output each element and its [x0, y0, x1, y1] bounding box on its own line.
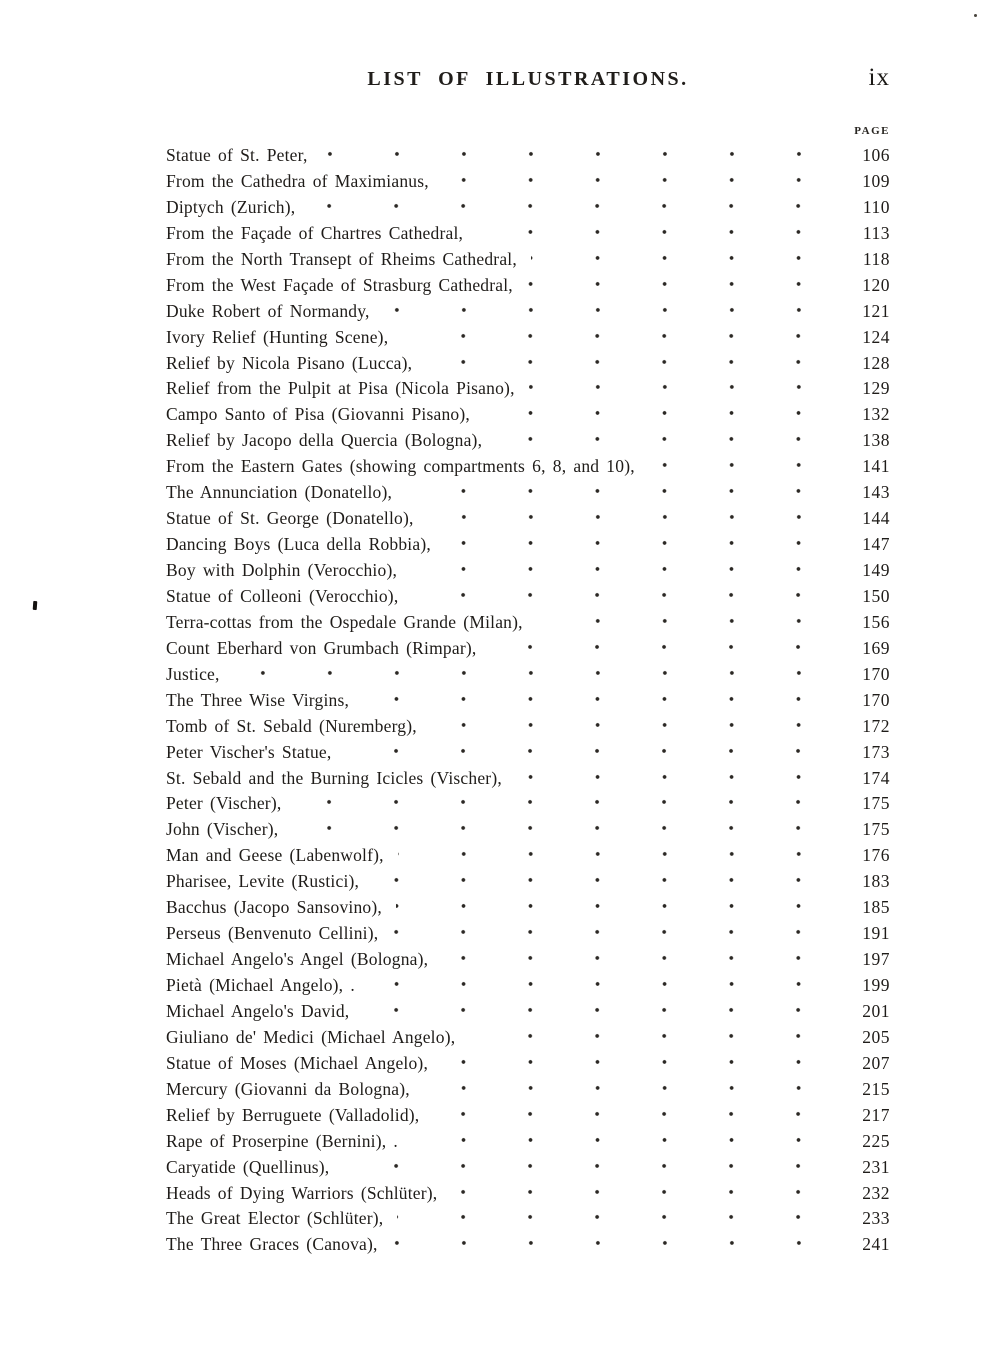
page-column-label: PAGE — [854, 125, 890, 137]
dot-leader — [442, 1053, 834, 1079]
dot-leader — [428, 508, 834, 534]
dot-leader — [445, 534, 834, 560]
page-number: 149 — [862, 560, 890, 580]
illustration-title: Duke Robert of Normandy, — [166, 300, 370, 321]
list-item — [166, 768, 890, 794]
list-item — [166, 690, 890, 716]
list-item — [166, 197, 890, 223]
page-header — [166, 64, 890, 104]
page-number: 199 — [862, 975, 890, 995]
dot-leader — [516, 768, 834, 794]
illustration-title: Relief by Nicola Pisano (Lucca), — [166, 352, 413, 373]
page-number: 106 — [862, 145, 890, 165]
page-number: 173 — [862, 741, 890, 762]
scan-speck — [33, 601, 38, 610]
illustration-title: From the West Façade of Strasburg Cathedral, — [166, 274, 513, 295]
page-number: 156 — [862, 611, 890, 632]
list-item — [166, 586, 890, 612]
illustration-title: From the North Transept of Rheims Cathedral, — [166, 248, 517, 269]
list-item — [166, 1079, 890, 1105]
list-item — [166, 897, 890, 923]
illustration-title: St. Sebald and the Burning Icicles (Vischer), — [166, 767, 502, 788]
dot-leader — [384, 301, 834, 327]
page-number: 138 — [862, 430, 890, 451]
dot-leader — [451, 1183, 834, 1209]
dot-leader — [496, 430, 834, 456]
illustration-title: Bacchus (Jacopo Sansovino), — [166, 897, 382, 918]
list-item — [166, 249, 890, 275]
dot-leader — [402, 327, 834, 353]
illustration-title: The Three Graces (Canova), — [166, 1234, 378, 1255]
page-number: 232 — [862, 1182, 890, 1203]
list-item — [166, 223, 890, 249]
dot-leader — [396, 897, 834, 923]
dot-leader — [322, 145, 834, 171]
dot-leader — [392, 1234, 834, 1260]
page-number: 215 — [862, 1078, 890, 1099]
illustration-title: The Great Elector (Schlüter), — [166, 1208, 384, 1229]
illustration-title: Peter (Vischer), — [166, 793, 282, 814]
page-number: 207 — [862, 1052, 890, 1073]
dot-leader — [424, 1079, 834, 1105]
illustration-title: Ivory Relief (Hunting Scene), — [166, 326, 389, 347]
dot-leader — [234, 664, 834, 690]
illustration-title: Perseus (Benvenuto Cellini), — [166, 923, 379, 944]
page-number: 129 — [862, 378, 890, 399]
illustration-title: Pharisee, Levite (Rustici), — [166, 871, 360, 892]
page-number: 150 — [862, 585, 890, 606]
list-item — [166, 612, 890, 638]
illustration-title: From the Façade of Chartres Cathedral, — [166, 222, 464, 243]
page-number: 169 — [862, 637, 890, 658]
illustration-title: From the Cathedra of Maximianus, — [166, 170, 429, 191]
list-item — [166, 638, 890, 664]
list-item — [166, 1157, 890, 1183]
list-item — [166, 482, 890, 508]
dot-leader — [363, 690, 834, 716]
page-number: 121 — [862, 300, 890, 321]
dot-leader — [484, 404, 834, 430]
page-number: 176 — [862, 845, 890, 866]
list-item — [166, 560, 890, 586]
page-number: 141 — [862, 456, 890, 477]
dot-leader — [443, 171, 834, 197]
dot-leader — [292, 819, 834, 845]
illustration-title: Statue of St. George (Donatello), — [166, 508, 414, 529]
dot-leader — [397, 1208, 834, 1234]
list-item — [166, 534, 890, 560]
page-number: 147 — [862, 534, 890, 555]
dot-leader — [527, 275, 834, 301]
illustrations-list — [166, 145, 890, 1260]
dot-leader — [531, 249, 834, 275]
dot-leader — [649, 456, 834, 482]
illustration-title: Caryatide (Quellinus), — [166, 1156, 330, 1177]
dot-leader — [442, 949, 834, 975]
illustration-title: Terra-cottas from the Ospedale Grande (Milan), — [166, 611, 523, 632]
list-item — [166, 275, 890, 301]
dot-leader — [426, 353, 834, 379]
list-item — [166, 1027, 890, 1053]
list-item — [166, 845, 890, 871]
dot-leader — [363, 1001, 834, 1027]
page-number: 110 — [862, 196, 890, 217]
list-item — [166, 1234, 890, 1260]
folio-page-number: ix — [868, 64, 890, 91]
list-item — [166, 430, 890, 456]
dot-leader — [411, 560, 834, 586]
illustration-title: From the Eastern Gates (showing compartments 6, 8, and 10), — [166, 456, 635, 477]
list-item — [166, 819, 890, 845]
illustration-title: Giuliano de' Medici (Michael Angelo), — [166, 1026, 456, 1047]
dot-leader — [295, 793, 834, 819]
dot-leader — [431, 716, 834, 742]
illustration-title: Count Eberhard von Grumbach (Rimpar), — [166, 637, 477, 658]
list-item — [166, 1053, 890, 1079]
list-item — [166, 301, 890, 327]
list-item — [166, 327, 890, 353]
list-item — [166, 404, 890, 430]
page-number: 124 — [862, 326, 890, 347]
illustration-title: Campo Santo of Pisa (Giovanni Pisano), — [166, 404, 470, 425]
dot-leader — [369, 975, 834, 1001]
illustration-title: Michael Angelo's Angel (Bologna), — [166, 949, 429, 970]
illustration-title: Dancing Boys (Luca della Robbia), — [166, 534, 431, 555]
dot-leader — [309, 197, 834, 223]
illustration-title: Diptych (Zurich), — [166, 196, 296, 217]
list-item — [166, 1131, 890, 1157]
list-item — [166, 923, 890, 949]
dot-leader — [412, 586, 834, 612]
illustration-title: Michael Angelo's David, — [166, 1000, 350, 1021]
page-number: 205 — [862, 1026, 890, 1047]
page-number: 201 — [862, 1000, 890, 1021]
dot-leader — [392, 923, 834, 949]
dot-leader — [469, 1027, 834, 1053]
illustration-title: Mercury (Giovanni da Bologna), — [166, 1078, 410, 1099]
illustration-title: Statue of St. Peter, — [166, 145, 308, 165]
page-number: 113 — [862, 222, 890, 243]
dot-leader — [490, 638, 834, 664]
illustration-title: Pietà (Michael Angelo), . — [166, 975, 355, 995]
page-number: 217 — [862, 1104, 890, 1125]
page-title: LIST OF ILLUSTRATIONS. — [367, 68, 689, 90]
dot-leader — [345, 742, 834, 768]
page-number: 143 — [862, 482, 890, 503]
page-number: 128 — [862, 352, 890, 373]
list-item — [166, 353, 890, 379]
list-item — [166, 949, 890, 975]
illustration-title: The Three Wise Virgins, — [166, 689, 350, 710]
page-number: 174 — [862, 767, 890, 788]
page-number: 118 — [862, 248, 890, 269]
list-item — [166, 456, 890, 482]
list-item — [166, 664, 890, 690]
list-item — [166, 975, 890, 1001]
illustration-title: The Annunciation (Donatello), — [166, 482, 393, 503]
illustration-title: Statue of Moses (Michael Angelo), — [166, 1052, 429, 1073]
list-item — [166, 1208, 890, 1234]
page-number: 170 — [862, 663, 890, 684]
list-item — [166, 145, 890, 171]
illustration-title: Heads of Dying Warriors (Schlüter), — [166, 1182, 438, 1203]
list-item — [166, 1183, 890, 1209]
page-number: 144 — [862, 508, 890, 529]
illustration-title: Man and Geese (Labenwolf), — [166, 845, 384, 866]
dot-leader — [412, 1131, 834, 1157]
page-number: 185 — [862, 897, 890, 918]
illustration-title: Rape of Proserpine (Bernini), . — [166, 1130, 398, 1151]
dot-leader — [343, 1157, 834, 1183]
page-number: 233 — [862, 1208, 890, 1229]
page-number: 191 — [862, 923, 890, 944]
scan-speck — [974, 14, 977, 17]
page-number: 109 — [862, 170, 890, 191]
page-number: 183 — [862, 871, 890, 892]
dot-leader — [398, 845, 834, 871]
dot-leader — [477, 223, 834, 249]
page-number: 175 — [862, 819, 890, 840]
list-item — [166, 716, 890, 742]
text-block — [166, 64, 890, 1260]
illustration-title: Statue of Colleoni (Verocchio), — [166, 585, 399, 606]
illustration-title: Relief from the Pulpit at Pisa (Nicola Pisano), — [166, 378, 515, 399]
illustration-title: Relief by Jacopo della Quercia (Bologna), — [166, 430, 483, 451]
page-number: 197 — [862, 949, 890, 970]
page-number: 132 — [862, 404, 890, 425]
list-item — [166, 1105, 890, 1131]
illustration-title: John (Vischer), — [166, 819, 279, 840]
page-number: 172 — [862, 715, 890, 736]
list-item — [166, 378, 890, 404]
illustration-title: Peter Vischer's Statue, — [166, 741, 332, 762]
page-number: 120 — [862, 274, 890, 295]
page-number: 175 — [862, 793, 890, 814]
list-item — [166, 742, 890, 768]
page-number: 231 — [862, 1156, 890, 1177]
list-item — [166, 171, 890, 197]
illustration-title: Boy with Dolphin (Verocchio), — [166, 560, 398, 580]
list-item — [166, 871, 890, 897]
dot-leader — [373, 871, 834, 897]
page-number: 170 — [862, 689, 890, 710]
dot-leader — [537, 612, 834, 638]
illustration-title: Tomb of St. Sebald (Nuremberg), — [166, 715, 417, 736]
list-item — [166, 793, 890, 819]
dot-leader — [406, 482, 834, 508]
dot-leader — [529, 378, 834, 404]
page-number: 225 — [862, 1130, 890, 1151]
list-item — [166, 1001, 890, 1027]
page-number: 241 — [862, 1234, 890, 1255]
illustration-title: Relief by Berruguete (Valladolid), — [166, 1104, 420, 1125]
dot-leader — [433, 1105, 834, 1131]
illustration-title: Justice, — [166, 663, 220, 684]
list-item — [166, 508, 890, 534]
